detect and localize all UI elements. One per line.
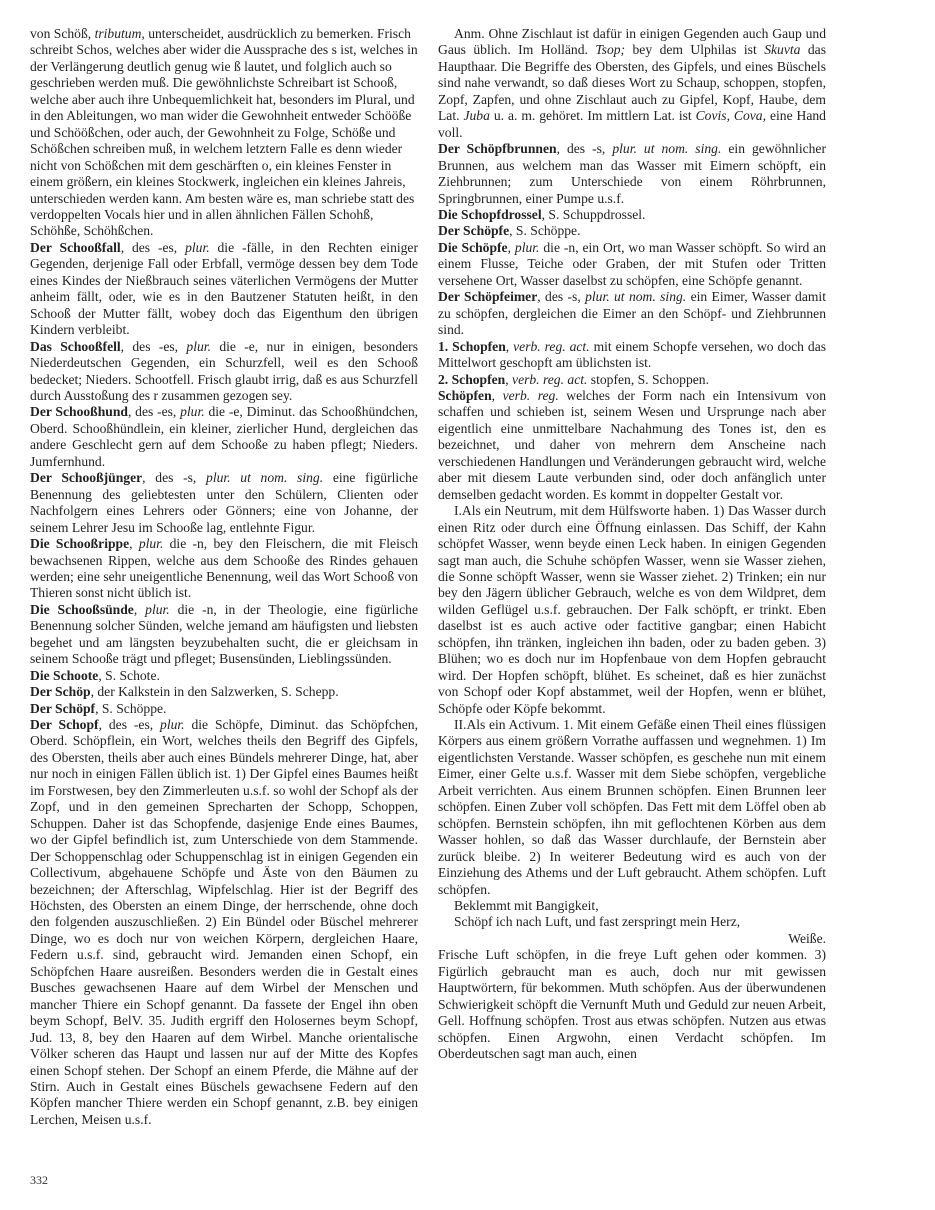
entry-headword: Schöpfen: [438, 387, 492, 403]
italic-abbrev: Tsop;: [595, 42, 626, 58]
entry-headword: Die Schopfdrossel: [438, 206, 542, 222]
italic-abbrev: verb. reg. act.: [513, 338, 590, 354]
italic-abbrev: plur.: [514, 239, 540, 255]
dictionary-entry: Der Schöpfbrunnen, des -s, plur. ut nom. sing. ein gewöhnlicher Brunnen, aus welchem man das Wasser mit Eimern schöpft, ein Ziehbrunnen; zum Unterschiede von einem Röhrbrunnen, Springbrunnen, einer Pumpe u.s.f.: [438, 141, 826, 206]
continued-entry: von Schöß, tributum, unterscheidet, ausdrücklich zu bemerken. Frisch schreibt Schos, welches aber wider die Aussprache des s ist, welches in der Verlängerung deutlich genug wie ß lautet, und folglich auch so geschrieben werden muß. Die gewöhnlichste Schreibart ist Schooß, welche aber auch ihre Unbequemlichkeit hat, besonders im Plural, und in den Ableitungen, wo man wider die Gewohnheit entweder Schööße und Schöößchen, oder auch, der Gewohnheit zu Folge, Schöße und Schößchen schreiben muß, in welchem letztern Falle es denn wieder nicht von Schößchen mit dem geschärften o, ein kleines Fenster in einem größern, ein kleines Stockwerk, ingleichen ein kleines Jahreis, unterschieden werden kann. Am besten wäre es, man schriebe statt des verdoppelten Vocals hier und in allen ähnlichen Fällen Schohß, Schöhße, Schöhßchen.: [30, 26, 418, 239]
italic-abbrev: tributum,: [94, 26, 145, 41]
verse-author: Weiße.: [788, 930, 826, 946]
section-activum: II.Als ein Activum. 1. Mit einem Gefäße einen Theil eines flüssigen Körpers aus einem größern Vorrathe auffassen und wegnehmen. 1) Im eigentlichsten Verstande. Wasser schöpfen, es geschehe nun mit einem Eimer, einer Gelte u.s.f. Wasser mit dem Siebe schöpfen, vergebliche Arbeit verrichten. Aus einem Brunnen schöpfen. Einen Brunnen leer schöpfen. Einen Zuber voll schöpfen. Das Fett mit dem Löffel oben ab schöpfen. Bernstein schöpfen, ihn mit geflochtenen Körben aus dem Wasser hohlen, so daß das Wasser durchlaufe, der Bernstein aber zurück bleibe. 2) In weiterer Bedeutung wird es auch von der Einziehung des Athems und der Luft gebraucht. Athem schöpfen. Luft schöpfen.: [438, 717, 826, 897]
right-column: [438, 26, 826, 1176]
entry-headword: 2. Schopfen: [438, 371, 506, 387]
left-entries: [30, 240, 418, 1128]
entry-headword: Der Schooßfall: [30, 239, 121, 255]
italic-abbrev: plur. ut nom. sing.: [585, 289, 687, 305]
right-entries-top: [438, 26, 826, 503]
dictionary-entry: Die Schoote, S. Schote.: [30, 667, 160, 683]
entry-headword: Der Schöp: [30, 684, 91, 700]
dictionary-entry: Das Schooßfell, des -es, plur. die -e, nur in einigen, besonders Niederdeutschen Gegenden, ein Schurzfell, weil es den Schooß bedecket; Nieders. Schootfell. Frisch glaubt irrig, daß es aus Schurzfell durch Ausstoßung des r zusammen gezogen sey.: [30, 338, 418, 403]
dictionary-entry: Die Schöpfe, plur. die -n, ein Ort, wo man Wasser schöpft. So wird an einem Flusse, Teiche oder Graben, der mit Stufen oder Tritten versehene Ort, Wasser daselbst zu schöpfen, eine Schöpfe genannt.: [438, 239, 826, 288]
dictionary-entry: Die Schooßrippe, plur. die -n, bey den Fleischern, die mit Fleisch bewachsenen Rippen, welche aus dem Schooße des Rindes gehauen werden; eine sehr uneigentliche Benennung, weil das Wort Schooß von Thieren sonst nicht üblich ist.: [30, 536, 418, 601]
dictionary-entry: Der Schöpfeimer, des -s, plur. ut nom. sing. ein Eimer, Wasser damit zu schöpfen, dergleichen die Eimer an den Schöpf- und Ziehbrunnen sind.: [438, 289, 826, 338]
italic-abbrev: plur.: [145, 601, 170, 617]
dictionary-entry: Der Schooßhund, des -es, plur. die -e, Diminut. das Schooßhündchen, Oberd. Schooßhündlein, ein kleiner, zierlicher Hund, dergleichen das andere Geschlecht gern auf dem Schooße zu haben pflegt; Nieders. Jumfernhund.: [30, 404, 418, 469]
entry-headword: Die Schooßrippe: [30, 536, 130, 552]
dictionary-entry: Schöpfen, verb. reg. welches der Form nach ein Intensivum von schaffen und schieben ist, seinem Wesen und Ursprunge nach aber eigentlich eine unmittelbare Nachahmung des Tones ist, den es bezeichnet, und daher von mehrern dem Anscheine nach verschiedenen Handlungen und Veränderungen gebraucht wird, welche aber mit diesem Laute verbunden sind, oder doch anfänglich unter demselben gedacht worden. Es kommt in doppelter Gestalt vor.: [438, 387, 826, 502]
dictionary-entry: Die Schooßsünde, plur. die -n, in der Theologie, eine figürliche Benennung solcher Sünden, welche jemand am häufigsten und liebsten begehet und am längsten beyzubehalten sucht, die er gleichsam in seinem Schooße trägt und pfleget; Busensünden, Lieblingssünden.: [30, 601, 418, 667]
dictionary-entry: Der Schöpfe, S. Schöppe.: [438, 223, 581, 239]
italic-abbrev: verb. reg.: [502, 387, 559, 403]
dictionary-entry: Der Schopf, des -es, plur. die Schöpfe, Diminut. das Schöpfchen, Oberd. Schöpflein, ein Wort, welches theils den Begriff des Gipfels, des Obersten, theils aber auch eines Bündels mehrerer Dinge, hat, aber nur noch in einigen Fällen üblich ist. 1) Der Gipfel eines Baumes heißt im Forstwesen, bey den Zimmerleuten u.s.f. so wohl der Schopf als der Zopf, und in den gemeinen Sprecharten der Schopp, Schoppen, Schuppen. Daher ist das Schopfende, dasjenige Ende eines Baumes, wo der Gipfel befindlich ist, zum Unterschiede von dem Stammende. Der Schoppenschlag oder Schuppenschlag ist in einigen Gegenden ein Collectivum, abgehauene Schöpfe und Äste von den Bäumen zu bezeichnen; der Afterschlag, Wipfelschlag. Hier ist der Begriff des Höchsten, des Obersten an einem Dinge, der herrschende, ohne doch den folgenden auszuschließen. 2) Ein Bündel oder Büschel mehrerer Dinge, wo es doch nur von weichen Körpern, dergleichen Haare, Federn u.s.f. sind, gebraucht wird. Jemanden einen Schopf, ein Schöpfchen Haare ausreißen. Besonders werden die in Gestalt eines Busches gewachsenen Haare auf dem Wirbel der Menschen und mancher Thiere ein Schopf genannt. Da fassete der Engel ihn oben beym Schopf, BelV. 35. Judith ergriff den Holosernes beym Schopf, Jud. 13, 8, bey den Haaren auf dem Wirbel. Manche orientalische Völker scheren das Haupt und lassen nur auf der Mitte des Kopfes einen Schopf stehen. Der Schopf an einem Pferde, die Mähne auf der Stirn. Auch in Gestalt eines Büschels gewachsene Federn auf den Köpfen mancher Thiere werden ein Schopf genannt, z.B. bey einigen Lerchen, Meisen u.s.f.: [30, 717, 418, 1127]
italic-abbrev: verb. reg. act.: [512, 371, 588, 387]
dictionary-entry: Die Schopfdrossel, S. Schuppdrossel.: [438, 206, 646, 222]
italic-abbrev: plur.: [185, 239, 210, 255]
entry-headword: Die Schoote: [30, 667, 99, 683]
dictionary-entry: Der Schöpf, S. Schöppe.: [30, 700, 167, 716]
left-column: [30, 26, 418, 1176]
entry-headword: Der Schöpfbrunnen: [438, 141, 557, 157]
italic-abbrev: plur. ut nom. sing.: [612, 141, 722, 157]
entry-headword: Die Schöpfe: [438, 239, 508, 255]
dictionary-entry: Der Schöp, der Kalkstein in den Salzwerken, S. Schepp.: [30, 684, 339, 700]
entry-headword: Die Schooßsünde: [30, 601, 134, 617]
entry-headword: Der Schooßhund: [30, 404, 128, 420]
italic-abbrev: Skuvta: [764, 42, 801, 58]
italic-abbrev: plur.: [160, 717, 185, 733]
entry-headword: 1. Schopfen: [438, 338, 506, 354]
entry-headword: Der Schopf: [30, 717, 99, 733]
italic-abbrev: plur.: [186, 338, 211, 354]
italic-abbrev: plur.: [138, 536, 164, 552]
annotation-paragraph: Anm. Ohne Zischlaut ist dafür in einigen Gegenden auch Gaup und Gaus üblich. Im Holländ. Tsop; bey dem Ulphilas ist Skuvta das Haupthaar. Die Begriffe des Obersten, des Gipfels, und eines Büschels sind nahe verwandt, so daß dieses Wort zu Schaup, schoppen, stopfen, Zopf, Zapfen, und ohne Zischlaut auch zu Gipfel, Kopf, Haube, dem Lat. Juba u. a. m. gehöret. Im mittlern Lat. ist Covis, Cova, eine Hand voll.: [438, 26, 826, 140]
dictionary-entry: Der Schooßjünger, des -s, plur. ut nom. sing. eine figürliche Benennung des geliebtesten unter den Schülern, Clienten oder Nachfolgern eines Lehrers oder Gönners; eine von Johanne, der seinem Lehrer Jesu im Schooße lag, entlehnte Figur.: [30, 470, 418, 535]
page-number: 332: [30, 1173, 48, 1187]
dictionary-entry: 2. Schopfen, verb. reg. act. stopfen, S. Schoppen.: [438, 371, 709, 387]
dictionary-entry: Der Schooßfall, des -es, plur. die -fälle, in den Rechten einiger Gegenden, derjenige Fall oder Erbfall, vermöge dessen bey dem Tode eines Kindes der Nießbrauch seines väterlichen Vermögens der Mutter anheim fällt, oder, wie es in den Bautzener Statuten heißt, in den Schooß der Mutter fällt, wobey doch das Eigenthum den übrigen Kindern verbleibt.: [30, 239, 418, 338]
italic-abbrev: Covis, Cova,: [695, 108, 767, 124]
entry-headword: Das Schooßfell: [30, 338, 121, 354]
dictionary-entry: 1. Schopfen, verb. reg. act. mit einem Schopfe versehen, wo doch das Mittelwort geschopft am üblichsten ist.: [438, 338, 826, 371]
section-neutrum: I.Als ein Neutrum, mit dem Hülfsworte haben. 1) Das Wasser durch einen Ritz oder durch eine Öffnung einlassen. Das Schiff, der Kahn schöpfet Wasser, wenn beyde einen Leck haben. In einigen Gegenden sagt man auch, die Schuhe schöpfen Wasser, wenn sie Wasser ziehen, die Sonne schöpft Wasser, wenn sie Wasser ziehet. 2) Trinken; ein nur bey den Jägern üblicher Gebrauch, welche es von dem Wildpret, dem wilden Geflügel u.s.f. gebrauchen. Der Falk schöpft, er trinkt. Eben daselbst ist es auch active oder factitive gangbar; einen Habicht schöpfen, ihn tränken, ingleichen ihn baden, oder zu baden geben. 3) Blühen; wo es doch nur im Hopfenbaue von dem Hopfen gebraucht wird. Der Hopfen schöpft, blühet. Es scheinet, daß es hier zunächst von Schopf oder Kopf abstammet, weil der Hopfen, wenn er blühet, Schöpfe oder Köpfe bekommt.: [438, 503, 826, 716]
italic-abbrev: Juba: [463, 108, 490, 124]
italic-abbrev: plur. ut nom. sing.: [206, 470, 324, 486]
verse-line-1: Beklemmt mit Bangigkeit,: [454, 898, 599, 914]
entry-headword: Der Schöpf: [30, 700, 96, 716]
italic-abbrev: plur.: [180, 404, 205, 420]
closing-paragraph: Frische Luft schöpfen, in die freye Luft gehen oder kommen. 3) Figürlich gebraucht man es auch, doch nur mit gewissen Hauptwörtern, für bekommen. Muth schöpfen. Aus der überwundenen Schwierigkeit schöpft die Vernunft Muth und Geduld zur neuen Arbeit, Gell. Hoffnung schöpfen. Trost aus etwas schöpfen. Nutzen aus etwas schöpfen. Einen Argwohn, einen Verdacht schöpfen. Im Oberdeutschen sagt man auch, einen: [438, 947, 826, 1062]
entry-headword: Der Schöpfeimer: [438, 289, 538, 305]
entry-headword: Der Schöpfe: [438, 223, 510, 239]
entry-headword: Der Schooßjünger: [30, 470, 143, 486]
verse-line-2: Schöpf ich nach Luft, und fast zerspringt mein Herz,: [454, 914, 741, 930]
